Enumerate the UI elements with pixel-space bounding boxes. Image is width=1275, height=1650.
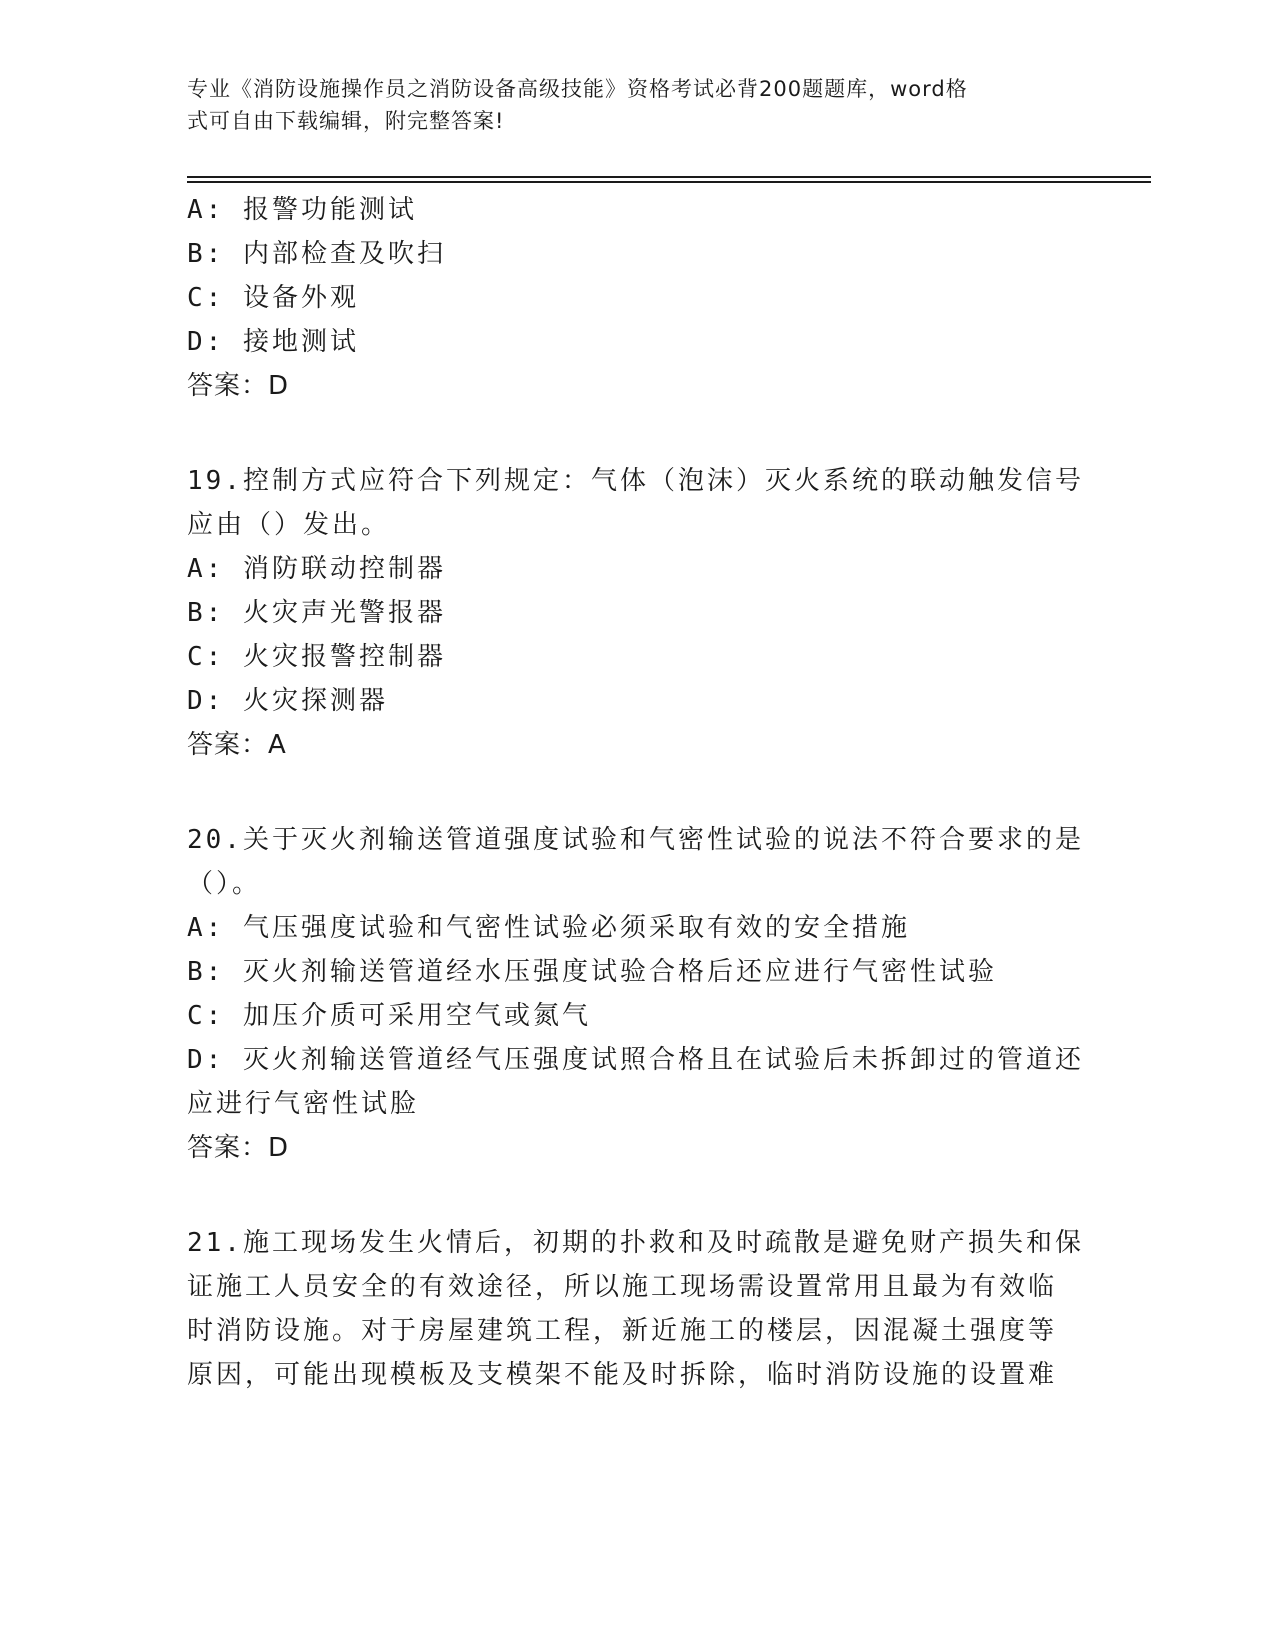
q20-option-d-line-1: D: 灭火剂输送管道经气压强度试照合格且在试验后未拆卸过的管道还 bbox=[187, 1045, 1084, 1075]
document-header bbox=[187, 73, 1067, 137]
q18-option-d: D: 接地测试 bbox=[187, 327, 359, 357]
q19-option-a: A: 消防联动控制器 bbox=[187, 554, 446, 584]
q19-option-d: D: 火灾探测器 bbox=[187, 686, 388, 716]
q19-option-c: C: 火灾报警控制器 bbox=[187, 642, 446, 672]
q19-answer: 答案：A bbox=[187, 730, 287, 760]
header-line-1: 专业《消防设施操作员之消防设备高级技能》资格考试必背200题题库，word格 bbox=[187, 77, 968, 101]
q19-option-b: B: 火灾声光警报器 bbox=[187, 598, 446, 628]
q20-stem-line-2: （）。 bbox=[187, 869, 262, 899]
q21-stem-line-1: 21.施工现场发生火情后，初期的扑救和及时疏散是避免财产损失和保 bbox=[187, 1228, 1084, 1258]
header-divider-top bbox=[187, 176, 1151, 178]
q20-answer: 答案：D bbox=[187, 1133, 290, 1163]
q20-option-a: A: 气压强度试验和气密性试验必须采取有效的安全措施 bbox=[187, 913, 910, 943]
q21-stem-line-2: 证施工人员安全的有效途径，所以施工现场需设置常用且最为有效临 bbox=[187, 1272, 1058, 1302]
header-divider-bottom bbox=[187, 181, 1151, 183]
q21-stem-line-4: 原因，可能出现模板及支模架不能及时拆除，临时消防设施的设置难 bbox=[187, 1360, 1058, 1390]
q20-option-d-line-2: 应进行气密性试脸 bbox=[187, 1089, 420, 1119]
q18-option-a: A: 报警功能测试 bbox=[187, 195, 417, 225]
q19-stem-line-1: 19.控制方式应符合下列规定：气体（泡沫）灭火系统的联动触发信号 bbox=[187, 466, 1084, 496]
q18-option-c: C: 设备外观 bbox=[187, 283, 359, 313]
q20-option-c: C: 加压介质可采用空气或氮气 bbox=[187, 1001, 591, 1031]
q21-stem-line-3: 时消防设施。对于房屋建筑工程，新近施工的楼层，因混凝土强度等 bbox=[187, 1316, 1058, 1346]
header-line-2: 式可自由下载编辑，附完整答案! bbox=[187, 109, 505, 133]
q19-stem-line-2: 应由（）发出。 bbox=[187, 510, 391, 540]
q18-answer: 答案：D bbox=[187, 371, 290, 401]
q18-option-b: B: 内部检查及吹扫 bbox=[187, 239, 446, 269]
q20-option-b: B: 灭火剂输送管道经水压强度试验合格后还应进行气密性试验 bbox=[187, 957, 997, 987]
q20-stem-line-1: 20.关于灭火剂输送管道强度试验和气密性试验的说法不符合要求的是 bbox=[187, 825, 1084, 855]
